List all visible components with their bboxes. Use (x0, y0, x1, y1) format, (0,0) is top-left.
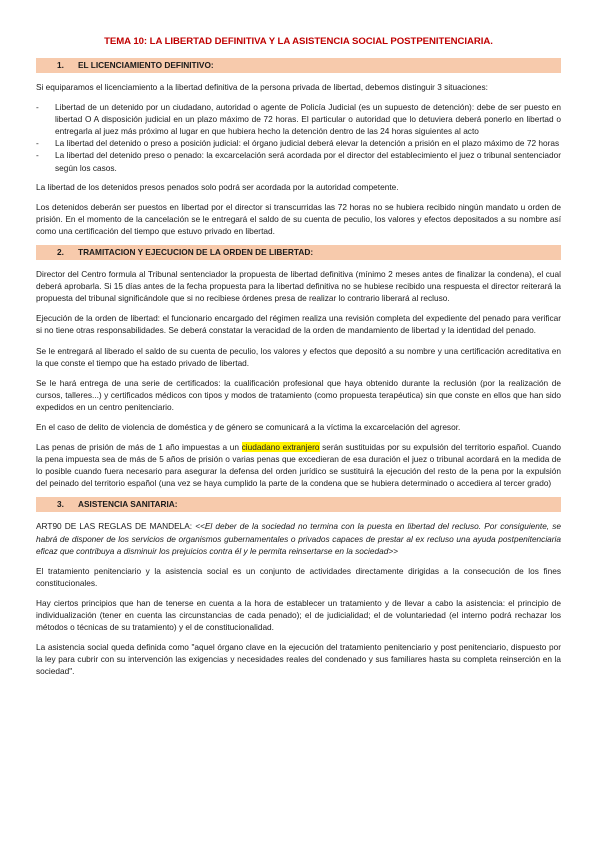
quote-text: <<El deber de la sociedad no termina con la puesta en libertad del recluso. Por consiguiente, se habrá de disponer de los servicios de organismos gubernamentales o privados capaces de prestar al ex recluso una ayuda postpenitenciaria eficaz que contribuya a disminuir los prejuicios contra él y le permita reinsertarse en la sociedad>> (36, 521, 561, 556)
paragraph: En el caso de delito de violencia de doméstica y de género se comunicará a la víctima la excarcelación del agresor. (36, 421, 461, 432)
paragraph: Se le hará entrega de una serie de certificados: la cualificación profesional que haya obtenido durante la reclusión (por la realización de cursos, talleres...) y certificados médicos con tipos y modos de tratamiento (como propuesta terapéutica) sin que conste en ellos que han sido expedidos en un centro penitenciario. (36, 377, 561, 412)
paragraph: Si equiparamos el licenciamiento a la libertad definitiva de la persona privada de libertad, debemos distinguir 3 situaciones: (36, 82, 488, 92)
list-item (36, 137, 561, 149)
highlighted-text: ciudadano extranjero (241, 442, 320, 453)
list-item (36, 101, 561, 137)
dash-bullet: - (36, 138, 39, 149)
bullet-list (36, 101, 561, 174)
section-heading-tramitacion (36, 245, 561, 260)
document-title: TEMA 10: LA LIBERTAD DEFINITIVA Y LA ASISTENCIA SOCIAL POSTPENITENCIARIA. (104, 36, 493, 47)
list-item-text: La libertad del detenido o preso a posición judicial: el órgano judicial deberá elevar la detención a prisión en el plazo máximo de 72 horas (55, 138, 560, 149)
section-number: 1. (57, 60, 64, 70)
paragraph: Hay ciertos principios que han de tenerse en cuenta a la hora de establecer un tratamiento y de llevar a cabo la asistencia: el principio de individualización (tener en cuenta las circunstancias de cada penado); el de judicialidad; el de voluntariedad (el interno podrá rechazar los métodos o técnicas de su tratamiento) y el de constitucionalidad. (36, 597, 561, 633)
quote-lead: ART90 DE LAS REGLAS DE MANDELA: (36, 521, 196, 532)
section-number: 2. (57, 247, 64, 258)
paragraph: El tratamiento penitenciario y la asistencia social es un conjunto de actividades directamente dirigidas a la consecución de los fines constitucionales. (36, 565, 561, 588)
text-run: Las penas de prisión de más de 1 año impuestas a un (36, 442, 242, 453)
dash-bullet: - (36, 150, 39, 161)
list-item-text: La libertad del detenido preso o penado: la excarcelación será acordada por el director del establecimiento el juez o tribunal sentenciador según los casos. (55, 150, 561, 173)
list-item-text: Libertad de un detenido por un ciudadano, autoridad o agente de Policía Judicial (es un supuesto de detención): debe de ser puesto en libertad O A disposición judicial en un plazo máximo de 72 horas. El particular o autoridad que lo detuviera deberá ponerlo en libertad o entregarla al juez más próximo al lugar en que hubiera hecho la detención dentro de las 24 horas siguientes al acto (55, 102, 561, 137)
paragraph: La libertad de los detenidos presos penados solo podrá ser acordada por la autoridad competente. (36, 181, 399, 192)
section-number: 3. (57, 499, 64, 510)
text-run: serán sustituidas por su expulsión del territorio español. Cuando la pena impuesta sea de más de 5 años de prisión o varias penas que excedieran de esa duración el juez o tribunal acordará en la medida de lo posible cuando fuera necesario para asegurar la defensa del orden jurídico se sustituirá la ejecución del resto de la pena por la expulsión del peinado del territorio español (una vez se haya cumplido la parte de la condena que se hubiera determinado o accediera al tercer grado) (36, 442, 562, 489)
paragraph: Director del Centro formula al Tribunal sentenciador la propuesta de libertad definitiva (mínimo 2 meses antes de finalizar la condena), el cual deberá aprobarla. Si 15 días antes de la fecha propuesta para la libertad definitiva no se hubiese recibido una respuesta el director reiterará la propuesta del tribunal significándole que si no recibiese órdenes presa de realizar lo contrario liberará al recluso. (36, 269, 561, 304)
paragraph: Se le entregará al liberado el saldo de su cuenta de peculio, los valores y efectos que depositó a su nombre y una certificación acreditativa en la que conste el tiempo que ha estado privado de libertad. (36, 345, 561, 368)
paragraph-expulsion (36, 441, 561, 489)
paragraph: Ejecución de la orden de libertad: el funcionario encargado del régimen realiza una revisión completa del expediente del penado para verificar si no tiene otras responsabilidades. Se deberá constatar la veracidad de la orden de mandamiento de libertad y la identidad del penado. (36, 313, 561, 336)
list-item (36, 149, 561, 173)
paragraph: Los detenidos deberán ser puestos en libertad por el director si transcurridas las 72 horas no se hubiera recibido ningún mandato u orden de prisión. En el momento de la cancelación se le entregará el saldo de su cuenta de peculio, los valores y efectos depositados a su nombre así como una certificación del tiempo que estuvo privado en libertad. (36, 201, 561, 236)
section-label: ASISTENCIA SANITARIA: (78, 499, 178, 510)
paragraph: La asistencia social queda definida como "aquel órgano clave en la ejecución del tratamiento penitenciario y post penitenciario, dispuesto por la ley para cubrir con su intervención las exigencias y necesidades reales del condenado y sus familiares hasta su completa reinserción en la sociedad". (36, 642, 561, 677)
section-heading-licenciamiento (36, 58, 561, 73)
section-label: EL LICENCIAMIENTO DEFINITIVO: (78, 60, 214, 70)
mandela-quote (36, 520, 561, 556)
dash-bullet: - (36, 102, 39, 113)
section-label: TRAMITACION Y EJECUCION DE LA ORDEN DE LIBERTAD: (78, 247, 314, 258)
section-heading-asistencia (36, 497, 561, 512)
